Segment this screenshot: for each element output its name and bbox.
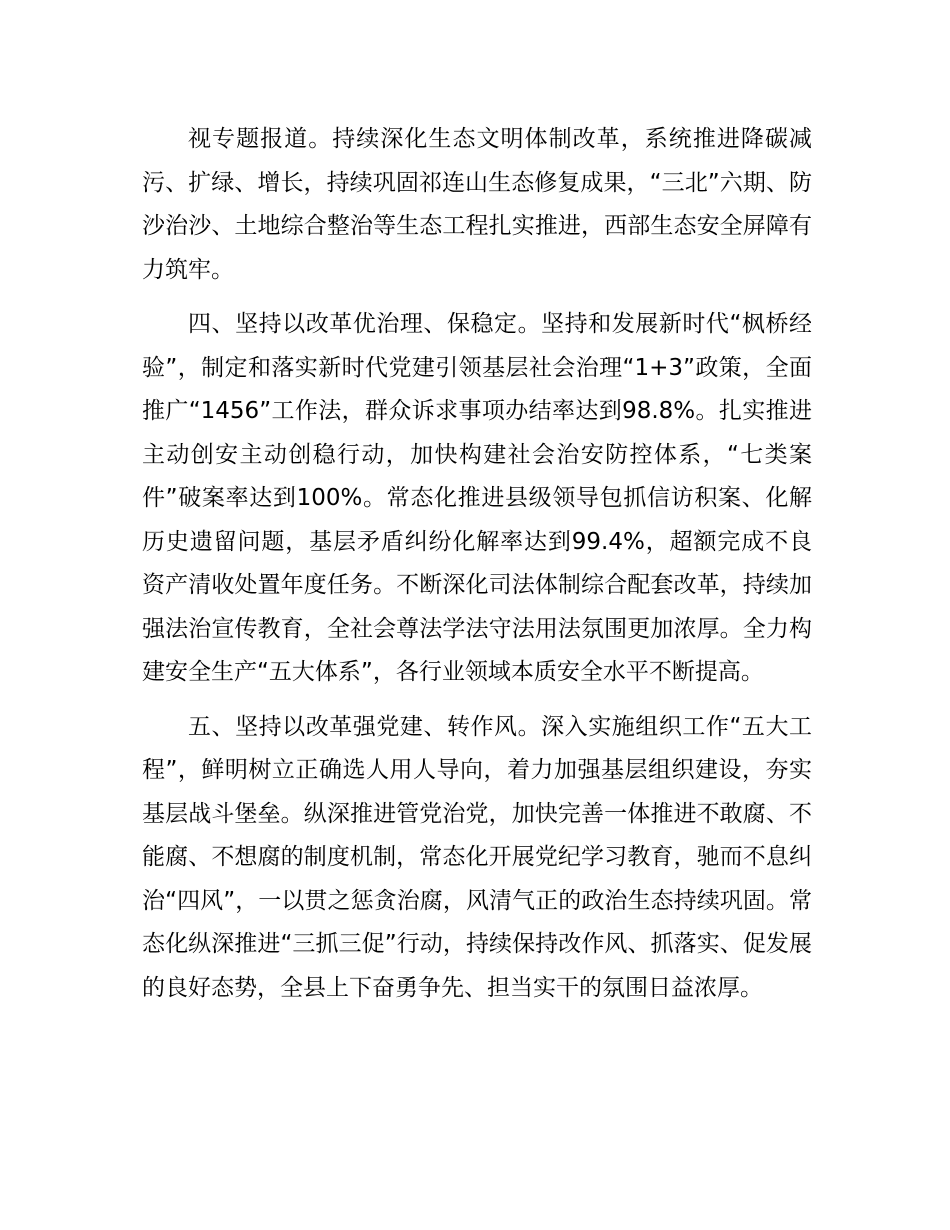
document-body	[142, 118, 812, 1010]
paragraph-party-building: 五、坚持以改革强党建、转作风。深入实施组织工作“五大工程”，鲜明树立正确选人用人导向，着力加强基层组织建设，夯实基层战斗堡垒。纵深推进管党治党，加快完善一体推进不敢腐、不能腐、不想腐的制度机制，常态化开展党纪学习教育，驰而不息纠治“四风”，一以贯之惩贪治腐，风清气正的政治生态持续巩固。常态化纵深推进“三抓三促”行动，持续保持改作风、抓落实、促发展的良好态势，全县上下奋勇争先、担当实干的氛围日益浓厚。	[142, 713, 812, 1001]
paragraph-governance: 四、坚持以改革优治理、保稳定。坚持和发展新时代“枫桥经验”，制定和落实新时代党建引领基层社会治理“1+3”政策，全面推广“1456”工作法，群众诉求事项办结率达到98.8%。扎实推进主动创安主动创稳行动，加快构建社会治安防控体系，“七类案件”破案率达到100%。常态化推进县级领导包抓信访积案、化解历史遗留问题，基层矛盾纠纷化解率达到99.4%，超额完成不良资产清收处置年度任务。不断深化司法体制综合配套改革，持续加强法治宣传教育，全社会尊法学法守法用法氛围更加浓厚。全力构建安全生产“五大体系”，各行业领域本质安全水平不断提高。	[142, 311, 812, 685]
paragraph-ecology: 视专题报道。持续深化生态文明体制改革，系统推进降碳减污、扩绿、增长，持续巩固祁连山生态修复成果，“三北”六期、防沙治沙、土地综合整治等生态工程扎实推进，西部生态安全屏障有力筑牢。	[142, 126, 812, 283]
